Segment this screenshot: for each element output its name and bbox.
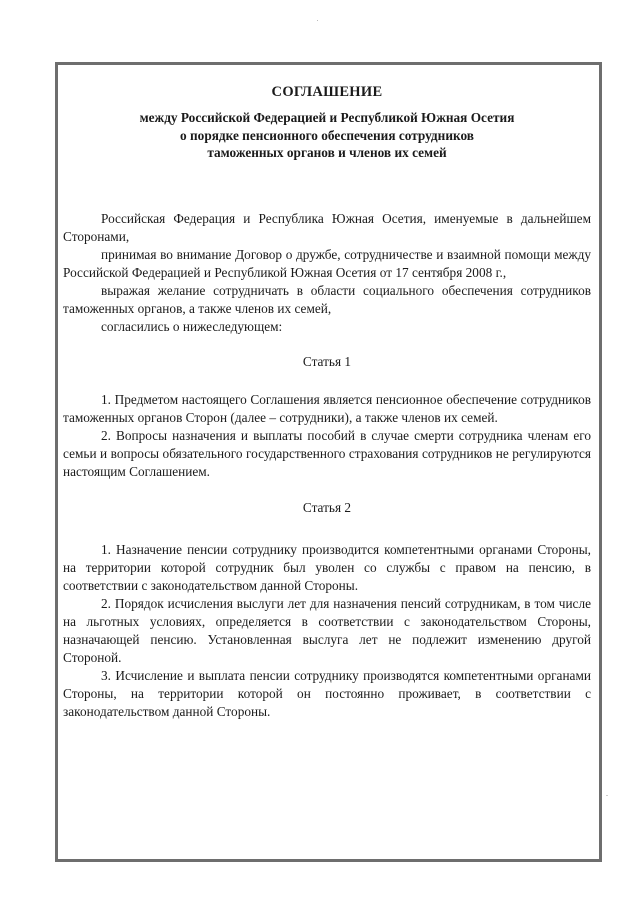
article-paragraph: 2. Вопросы назначения и выплаты пособий в случае смерти сотрудника членам его семьи и вопросы обязательного государственного страхования сотрудников не регулируются настоящим Соглашением. [63,427,591,479]
subtitle-line: таможенных органов и членов их семей [207,145,447,160]
subtitle-line: между Российской Федерацией и Республикой Южная Осетия [139,110,515,125]
article-2-body [63,541,591,721]
article-paragraph: 1. Назначение пенсии сотруднику производится компетентными органами Стороны, на территории которой сотрудник был уволен со службы с правом на пенсию, в соответствии с законодательством данной Стороны. [63,541,591,593]
document-title: СОГЛАШЕНИЕ [271,84,383,100]
article-paragraph: 1. Предметом настоящего Соглашения является пенсионное обеспечение сотрудников таможенных органов Сторон (далее – сотрудники), а также членов их семей. [63,391,591,425]
document-subtitle [63,109,591,162]
article-1-body [63,391,591,481]
article-paragraph: 2. Порядок исчисления выслуги лет для назначения пенсий сотрудникам, в том числе на льготных условиях, определяется в соответствии с законодательством Стороны, назначающей пенсию. Установленная выслуга лет не подлежит изменению другой Стороной. [63,595,591,665]
article-heading: Статья 2 [302,499,352,515]
preamble [63,210,591,336]
document-body [63,80,591,721]
scan-speck [606,795,608,796]
scan-speck [317,20,318,21]
subtitle-line: о порядке пенсионного обеспечения сотрудников [180,127,474,143]
article-paragraph: 3. Исчисление и выплата пенсии сотруднику производятся компетентными органами Стороны, на территории которой он постоянно проживает, в соответствии с законодательством данной Стороны. [63,667,591,719]
preamble-paragraph: принимая во внимание Договор о дружбе, сотрудничестве и взаимной помощи между Российской Федерацией и Республикой Южная Осетия от 17 сентября 2008 г., [63,246,591,280]
preamble-paragraph: Российская Федерация и Республика Южная Осетия, именуемые в дальнейшем Сторонами, [63,210,591,244]
preamble-paragraph: согласились о нижеследующем: [101,318,283,334]
preamble-paragraph: выражая желание сотрудничать в области социального обеспечения сотрудников таможенных органов, а также членов их семей, [63,282,591,316]
article-heading: Статья 1 [302,353,352,369]
